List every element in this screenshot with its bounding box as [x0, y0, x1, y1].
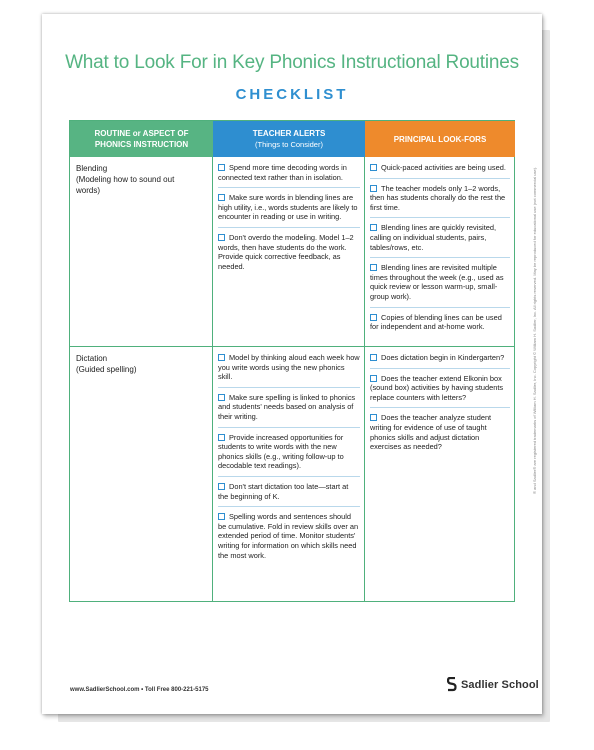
list-item	[218, 193, 360, 228]
item-text: Blending lines are revisited multiple times throughout the week (e.g., used as quick review or lesson warm-up, small-group work).	[370, 263, 504, 301]
checkbox[interactable]	[218, 483, 225, 490]
checkbox[interactable]	[218, 513, 225, 520]
list-item	[370, 413, 510, 456]
sadlier-logo	[447, 677, 539, 693]
list-item	[218, 482, 360, 507]
teacher-alerts-cell	[218, 163, 360, 281]
checkbox[interactable]	[218, 234, 225, 241]
header-routine-label: ROUTINE or ASPECT OF PHONICS INSTRUCTION	[94, 129, 189, 149]
logo-text: Sadlier School	[461, 679, 539, 691]
checkbox[interactable]	[370, 164, 377, 171]
checkbox[interactable]	[370, 354, 377, 361]
checkbox[interactable]	[370, 414, 377, 421]
routine-description: (Guided spelling)	[76, 365, 137, 374]
item-text: Model by thinking aloud each week how you write words using the new phonics skill.	[218, 353, 360, 382]
item-text: Blending lines are quickly revisited, calling on individual students, pairs, tables/rows, etc.	[370, 223, 497, 252]
principal-lookfors-cell	[370, 163, 510, 342]
footer-website[interactable]: www.SadlierSchool.com	[70, 687, 140, 693]
checkbox[interactable]	[218, 164, 225, 171]
header-teacher-alerts-sub: (Things to Consider)	[255, 140, 323, 149]
document-page	[42, 14, 542, 714]
routine-cell	[76, 353, 196, 375]
item-text: Spelling words and sentences should be cumulative. Fold in review skills over an extended period of time. Monitor students' writing for information on which skills need the most work.	[218, 512, 359, 560]
sadlier-logo-icon	[447, 677, 457, 693]
list-item	[370, 374, 510, 409]
item-text: Copies of blending lines can be used for independent and at-home work.	[370, 312, 502, 332]
copyright-side-text: ® and Sadlier® are registered trademarks of William H. Sadlier, Inc. Copyright © William H. Sadlier, Inc. All rights reserved. May be reproduced for educational use (not commercial use).	[532, 166, 537, 494]
footer-phone: Toll Free 800-221-5175	[144, 687, 209, 693]
checkbox[interactable]	[218, 354, 225, 361]
routine-name: Dictation	[76, 354, 108, 363]
checkbox[interactable]	[218, 394, 225, 401]
column-divider	[212, 157, 213, 601]
checkbox[interactable]	[370, 264, 377, 271]
header-teacher-alerts-label: TEACHER ALERTS	[252, 129, 326, 138]
list-item	[218, 163, 360, 188]
checkbox[interactable]	[370, 375, 377, 382]
footer-contact	[70, 687, 209, 693]
item-text: Does the teacher extend Elkonin box (sound box) activities by having students replace counters with letters?	[370, 373, 504, 402]
list-item	[218, 353, 360, 388]
document-subtitle: CHECKLIST	[235, 86, 349, 103]
list-item	[370, 163, 510, 179]
header-principal-lookfors	[365, 121, 515, 157]
checkbox[interactable]	[370, 224, 377, 231]
list-item	[370, 313, 510, 337]
header-teacher-alerts	[213, 121, 365, 157]
document-title: What to Look For in Key Phonics Instructional Routines	[65, 52, 519, 73]
column-divider	[364, 157, 365, 601]
item-text: Don't start dictation too late—start at the beginning of K.	[218, 481, 349, 501]
item-text: Does dictation begin in Kindergarten?	[381, 353, 505, 362]
checkbox[interactable]	[218, 194, 225, 201]
routine-name: Blending	[76, 164, 108, 173]
item-text: Don't overdo the modeling. Model 1–2 words, then have students do the work. Provide quick corrective feedback, as needed.	[218, 232, 354, 271]
checklist-table	[69, 120, 515, 602]
teacher-alerts-cell	[218, 353, 360, 570]
item-text: Make sure words in blending lines are high utility, i.e., words students are likely to encounter in reading or use in writing.	[218, 193, 358, 222]
item-text: Make sure spelling is linked to phonics and students' needs based on analysis of their writing.	[218, 392, 356, 421]
routine-cell	[76, 163, 196, 196]
item-text: Provide increased opportunities for students to write words with the new phonics skills (e.g., writing follow-up to decodable text readings).	[218, 432, 344, 471]
row-divider	[70, 346, 514, 347]
list-item	[370, 184, 510, 219]
list-item	[218, 233, 360, 276]
item-text: Spend more time decoding words in connected text rather than in isolation.	[218, 163, 347, 182]
checkbox[interactable]	[370, 314, 377, 321]
item-text: The teacher models only 1–2 words, then has students chorally do the rest the first time.	[370, 183, 506, 212]
routine-description: (Modeling how to sound out words)	[76, 175, 175, 195]
principal-lookfors-cell	[370, 353, 510, 462]
list-item	[218, 512, 360, 565]
header-routine	[70, 121, 213, 157]
list-item	[218, 393, 360, 428]
item-text: Quick-paced activities are being used.	[381, 163, 506, 172]
checkbox[interactable]	[370, 185, 377, 192]
checkbox[interactable]	[218, 434, 225, 441]
footer-separator: •	[141, 687, 145, 693]
list-item	[218, 433, 360, 477]
list-item	[370, 353, 510, 369]
list-item	[370, 263, 510, 307]
list-item	[370, 223, 510, 258]
item-text: Does the teacher analyze student writing for evidence of use of taught phonics skills and adjust dictation exercises as needed?	[370, 413, 492, 452]
header-principal-lookfors-label: PRINCIPAL LOOK-FORS	[393, 134, 487, 144]
